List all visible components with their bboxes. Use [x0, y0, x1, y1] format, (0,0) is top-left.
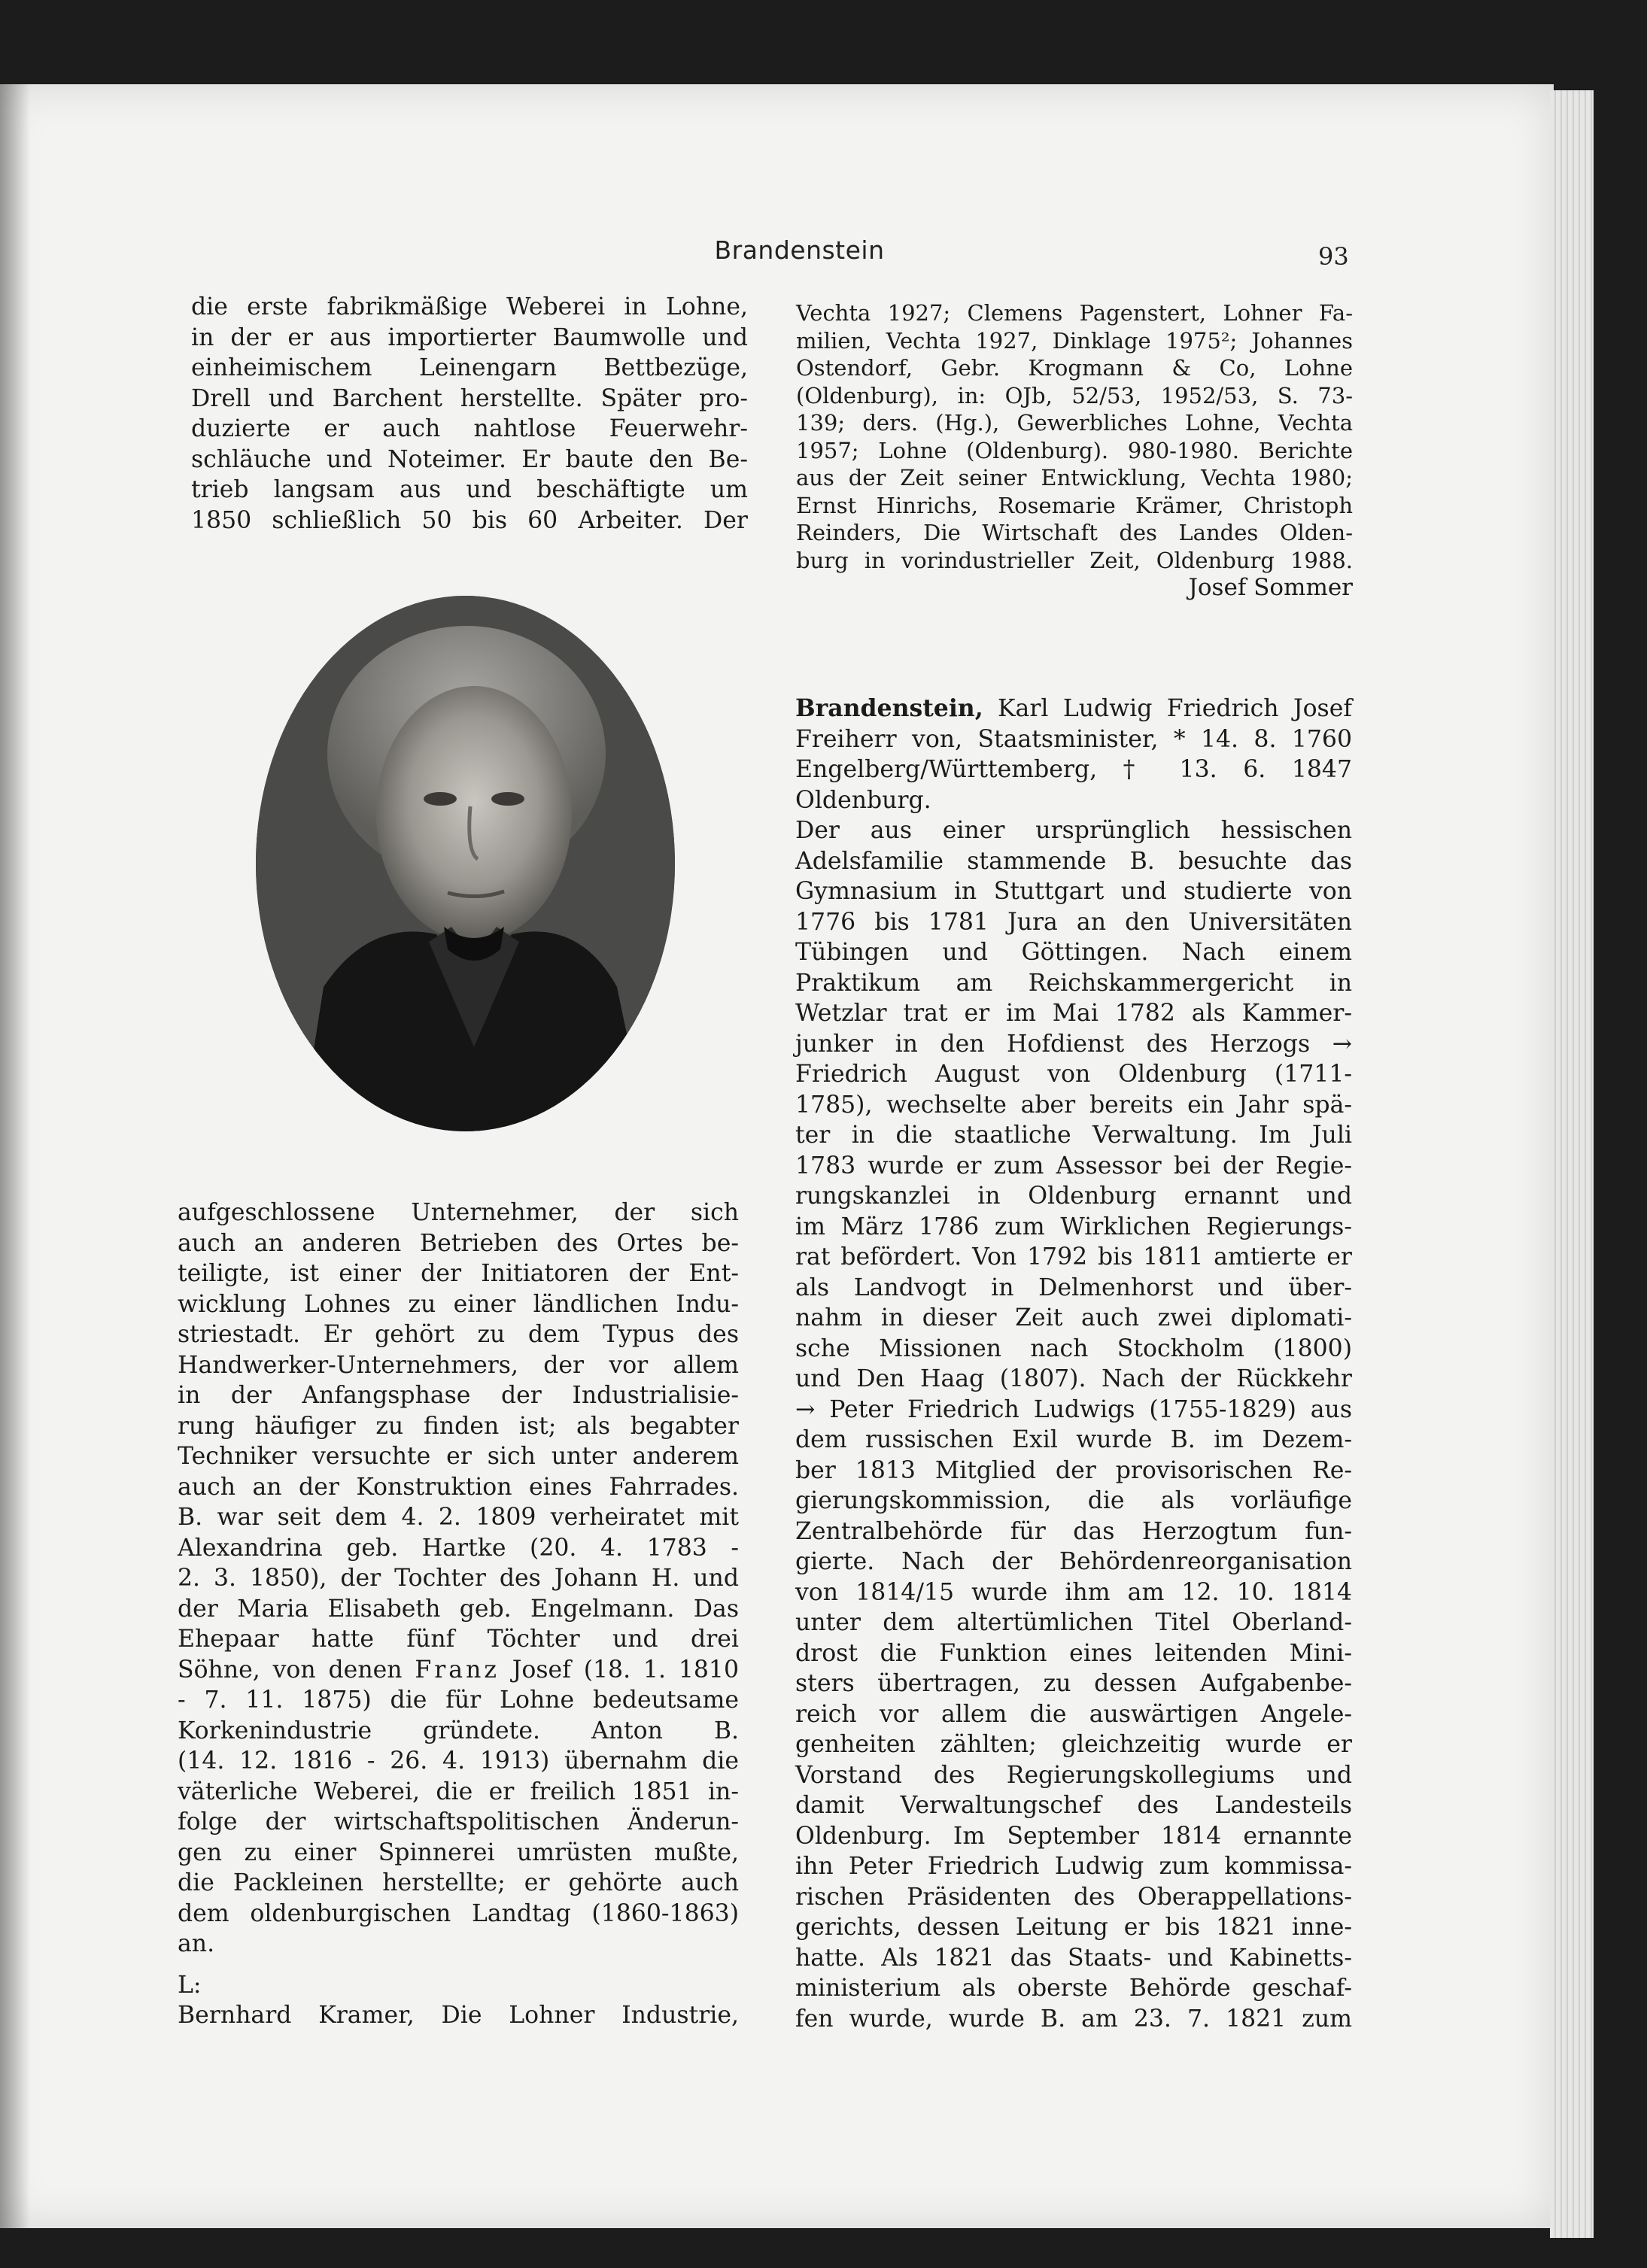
text-line: reich vor allem die auswärtigen Angele-: [795, 1700, 1352, 1728]
text-line: Wetzlar trat er im Mai 1782 als Kammer-: [795, 1000, 1352, 1027]
entry-name-rest: Karl Ludwig Friedrich Josef: [983, 695, 1352, 722]
text-line: unter dem altertümlichen Titel Oberland-: [795, 1609, 1352, 1636]
text-line: teiligte, ist einer der Initiatoren der Ent-: [178, 1260, 739, 1287]
text-line: die Packleinen herstellte; er gehörte auch: [178, 1869, 739, 1896]
text-line: Techniker versuchte er sich unter anderem: [178, 1443, 739, 1470]
text-line: ihn Peter Friedrich Ludwig zum kommissa-: [795, 1853, 1352, 1880]
text-line: - 7. 11. 1875) die für Lohne bedeutsame: [178, 1687, 739, 1714]
text-line: Tübingen und Göttingen. Nach einem: [795, 939, 1352, 966]
text-line: 1957; Lohne (Oldenburg). 980-1980. Berichte: [796, 437, 1353, 463]
text-line: B. war seit dem 4. 2. 1809 verheiratet mit: [178, 1504, 739, 1531]
text-line: 1783 wurde er zum Assessor bei der Regie-: [795, 1152, 1352, 1180]
text-line: (Oldenburg), in: OJb, 52/53, 1952/53, S. 73-: [796, 382, 1353, 408]
right-column-bibliography: [796, 299, 1353, 602]
text-line: → Peter Friedrich Ludwigs (1755-1829) aus: [795, 1395, 1352, 1423]
text-line: schläuche und Noteimer. Er baute den Be-: [191, 445, 748, 473]
text-line: Gymnasium in Stuttgart und studierte von: [795, 878, 1352, 905]
text-line: (14. 12. 1816 - 26. 4. 1913) übernahm die: [178, 1747, 739, 1775]
text-line: Praktikum am Reichskammergericht in: [795, 969, 1352, 997]
left-column-top: [191, 292, 748, 536]
binding-shadow: [0, 84, 30, 2228]
text-line: Der aus einer ursprünglich hessischen: [795, 817, 1352, 844]
left-column-bottom: [178, 1198, 739, 2031]
literature-line: Bernhard Kramer, Die Lohner Industrie,: [178, 2002, 739, 2029]
text-line: Ehepaar hatte fünf Töchter und drei: [178, 1626, 739, 1653]
text-line: Alexandrina geb. Hartke (20. 4. 1783 -: [178, 1534, 739, 1562]
portrait-drawing: [256, 596, 675, 1131]
text-line: der Maria Elisabeth geb. Engelmann. Das: [178, 1595, 739, 1623]
text-line: gerichts, dessen Leitung er bis 1821 inne-: [795, 1914, 1352, 1941]
text-line: nahm in dieser Zeit auch zwei diplomati-: [795, 1304, 1352, 1331]
text-line: rat befördert. Von 1792 bis 1811 amtierte er: [795, 1243, 1352, 1271]
text-line: gen zu einer Spinnerei umrüsten mußte,: [178, 1838, 739, 1866]
text-line: Korkenindustrie gründete. Anton B.: [178, 1717, 739, 1744]
text-line: in der er aus importierter Baumwolle und: [191, 323, 748, 351]
text-line: folge der wirtschaftspolitischen Änderun-: [178, 1808, 739, 1835]
text-fragment: Söhne, von denen: [178, 1656, 415, 1684]
text-line: sche Missionen nach Stockholm (1800): [795, 1334, 1352, 1362]
page-edges: [1550, 90, 1594, 2238]
text-line: drost die Funktion eines leitenden Mini-: [795, 1639, 1352, 1667]
running-head-text: Brandenstein: [714, 235, 885, 265]
text-line: aufgeschlossene Unternehmer, der sich: [178, 1199, 739, 1226]
emphasized-name: Franz: [415, 1656, 500, 1684]
text-line: Handwerker-Unternehmers, der vor allem: [178, 1351, 739, 1379]
text-line: 139; ders. (Hg.), Gewerbliches Lohne, Vechta: [796, 410, 1353, 436]
text-line: dem oldenburgischen Landtag (1860-1863): [178, 1899, 739, 1927]
text-line: wicklung Lohnes zu einer ländlichen Indu-: [178, 1290, 739, 1318]
text-line: an.: [178, 1930, 215, 1957]
text-line: sters übertragen, zu dessen Aufgabenbe-: [795, 1670, 1352, 1697]
portrait-image: [256, 596, 675, 1131]
entry-name: Brandenstein,: [795, 694, 983, 722]
text-line: auch an der Konstruktion eines Fahrrades.: [178, 1473, 739, 1501]
text-line: Vorstand des Regierungskollegiums und: [795, 1761, 1352, 1789]
text-line: rungskanzlei in Oldenburg ernannt und: [795, 1183, 1352, 1210]
text-line: rung häufiger zu finden ist; als begabter: [178, 1412, 739, 1440]
text-line: Zentralbehörde für das Herzogtum fun-: [795, 1517, 1352, 1545]
text-line: Friedrich August von Oldenburg (1711-: [795, 1061, 1352, 1088]
text-line: junker in den Hofdienst des Herzogs →: [795, 1030, 1352, 1058]
text-line: als Landvogt in Delmenhorst und über-: [795, 1274, 1352, 1301]
text-line: die erste fabrikmäßige Weberei in Lohne,: [191, 293, 748, 320]
text-line: burg in vorindustrieller Zeit, Oldenburg 1988.: [796, 547, 1353, 573]
text-line: Engelberg/Württemberg, † 13. 6. 1847: [795, 756, 1352, 783]
page-number: 93: [1318, 242, 1349, 271]
text-line: Ernst Hinrichs, Rosemarie Krämer, Christoph: [796, 492, 1353, 518]
text-line: Ostendorf, Gebr. Krogmann & Co, Lohne: [796, 355, 1353, 381]
text-line: ministerium als oberste Behörde geschaf-: [795, 1975, 1352, 2002]
text-line: in der Anfangsphase der Industrialisie-: [178, 1382, 739, 1409]
text-line: hatte. Als 1821 das Staats- und Kabinetts-: [795, 1944, 1352, 1972]
text-line: Vechta 1927; Clemens Pagenstert, Lohner Fa-: [796, 300, 1353, 326]
text-line: 1776 bis 1781 Jura an den Universitäten: [795, 908, 1352, 936]
text-fragment: Josef (18. 1. 1810: [499, 1656, 739, 1684]
article-author: Josef Sommer: [1188, 574, 1353, 601]
text-line: rischen Präsidenten des Oberappellations-: [795, 1883, 1352, 1911]
text-line: und Den Haag (1807). Nach der Rückkehr: [795, 1365, 1352, 1392]
text-line: 1785), wechselte aber bereits ein Jahr spä-: [795, 1091, 1352, 1119]
text-line: 2. 3. 1850), der Tochter des Johann H. und: [178, 1565, 739, 1592]
text-line: väterliche Weberei, die er freilich 1851 in-: [178, 1778, 739, 1805]
text-line: Reinders, Die Wirtschaft des Landes Olden-: [796, 520, 1353, 545]
text-line: auch an anderen Betrieben des Ortes be-: [178, 1229, 739, 1257]
text-line: Drell und Barchent herstellte. Später pro-: [191, 384, 748, 412]
literature-label: L:: [178, 1971, 202, 1999]
right-column-entry: [795, 694, 1352, 2034]
text-line: 1850 schließlich 50 bis 60 Arbeiter. Der: [191, 506, 748, 534]
text-line: damit Verwaltungschef des Landesteils: [795, 1792, 1352, 1819]
text-line: Adelsfamilie stammende B. besuchte das: [795, 847, 1352, 875]
text-line: im März 1786 zum Wirklichen Regierungs-: [795, 1213, 1352, 1240]
text-line: dem russischen Exil wurde B. im Dezem-: [795, 1426, 1352, 1453]
text-line: gierte. Nach der Behördenreorganisation: [795, 1548, 1352, 1575]
text-line: Oldenburg.: [795, 786, 931, 814]
text-line: trieb langsam aus und beschäftigte um: [191, 476, 748, 503]
text-line: ber 1813 Mitglied der provisorischen Re-: [795, 1456, 1352, 1484]
text-line: fen wurde, wurde B. am 23. 7. 1821 zum: [795, 2005, 1352, 2033]
text-line: Freiherr von, Staatsminister, * 14. 8. 1760: [795, 725, 1352, 753]
text-line: milien, Vechta 1927, Dinklage 1975²; Johannes: [796, 327, 1353, 354]
text-line: gierungskommission, die als vorläufige: [795, 1487, 1352, 1514]
text-line: Oldenburg. Im September 1814 ernannte: [795, 1822, 1352, 1850]
text-line: striestadt. Er gehört zu dem Typus des: [178, 1321, 739, 1348]
text-line: aus der Zeit seiner Entwicklung, Vechta 1980;: [796, 465, 1353, 490]
text-line: ter in die staatliche Verwaltung. Im Juli: [795, 1122, 1352, 1149]
text-line: [178, 1655, 739, 1686]
entry-heading: [795, 694, 1352, 724]
text-line: duzierte er auch nahtlose Feuerwehr-: [191, 415, 748, 442]
text-line: von 1814/15 wurde ihm am 12. 10. 1814: [795, 1578, 1352, 1606]
text-line: einheimischem Leinengarn Bettbezüge,: [191, 354, 748, 381]
text-line: genheiten zählten; gleichzeitig wurde er: [795, 1731, 1352, 1758]
